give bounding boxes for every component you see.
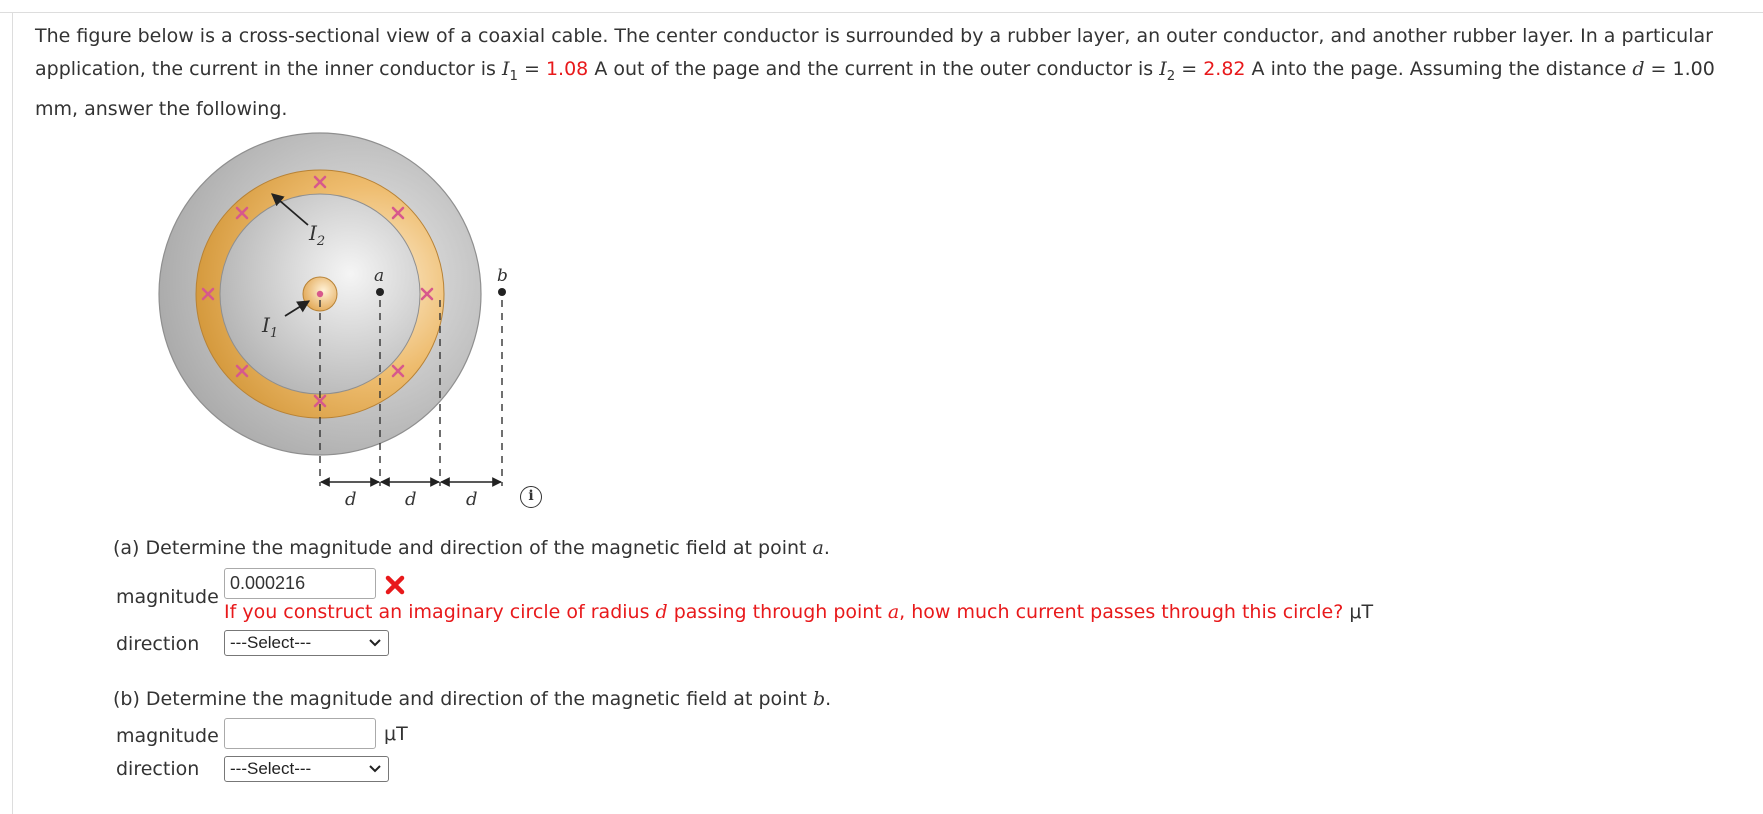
direction-label-a: direction [116,633,200,655]
unit-b: μT [384,723,408,745]
chevron-down-icon [368,635,382,649]
direction-label-b: direction [116,758,200,780]
magnitude-input-b[interactable] [224,718,376,749]
wrong-x-icon [384,574,406,596]
coaxial-cable-figure [150,128,550,520]
top-border [0,0,1763,13]
i1-value: 1.08 [545,58,589,80]
magnitude-input-a[interactable] [224,568,376,599]
point-b [498,288,506,296]
magnitude-label-a: magnitude [116,586,219,608]
out-of-page-dot [317,291,323,297]
unit-a: μT [1343,601,1374,623]
point-a [376,288,384,296]
magnitude-label-b: magnitude [116,725,219,747]
label-I2: $I_2$ [309,221,326,249]
problem-statement: The figure below is a cross-sectional view of a coaxial cable. The center conductor is surrounded by a rubber layer, an outer conductor, and another rubber layer. In a particular application, the current in the inner conductor is $I_1 = 1.08$ A out of the page and the current in the outer conductor is $I_2 = 2.82$ A into the page. Assuming the distance d = 1.00 mm, answer the following. [35,25,1715,120]
question-b: (b) Determine the magnitude and direction of the magnetic field at point b. [113,688,832,710]
dim-label: d [405,489,417,510]
dim-label: d [466,489,478,510]
chevron-down-icon [368,761,382,775]
direction-select-b[interactable]: ---Select--- [224,756,389,782]
left-border [12,13,13,814]
direction-select-a[interactable]: ---Select--- [224,630,389,656]
dim-label: d [345,489,357,510]
label-a: a [374,266,385,286]
hint-a: If you construct an imaginary circle of radius d passing through point a, how much current passes through this circle? μT [224,601,1374,623]
label-b: b [497,266,508,286]
question-a: (a) Determine the magnitude and direction of the magnetic field at point a. [113,537,830,559]
label-I1: $I_1$ [262,313,279,341]
info-icon[interactable]: i [520,486,542,508]
i2-value: 2.82 [1203,58,1246,80]
